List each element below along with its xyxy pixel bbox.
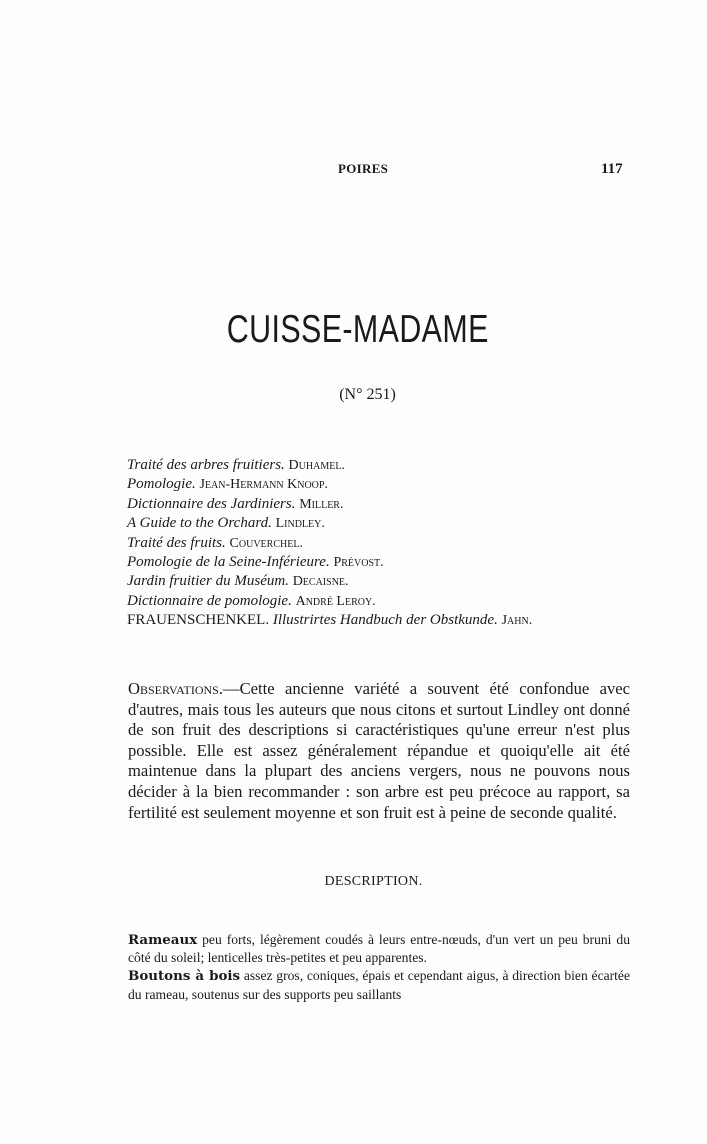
description-text: peu forts, légèrement coudés à leurs entre-nœuds, d'un vert un peu bruni du côté du soleil; lenticelles très-petites et peu apparentes. (128, 932, 630, 966)
reference-item (127, 534, 647, 553)
variety-title: CUISSE-MADAME (226, 308, 489, 352)
reference-work: Pomologie. (127, 476, 196, 493)
observations-text: —Cette ancienne variété a souvent été confondue avec d'autres, mais tous les auteurs que nous citons et surtout Lindley ont donné de son fruit des descriptions si caractéristiques qu'une erreur n'est plus possible. Elle est assez généralement répandue et quoiqu'elle ait été maintenue dans la plupart des anciens vergers, nous ne pouvons nous décider à la bien recommander : son arbre est peu précoce au rapport, sa fertilité est seulement moyenne et son fruit est à peine de seconde qualité. (128, 679, 630, 822)
reference-author: Duhamel. (288, 458, 345, 473)
reference-work: Traité des fruits. (127, 534, 226, 551)
bibliography-list (127, 456, 647, 631)
reference-author: Prévost. (333, 555, 384, 571)
reference-author: André Leroy. (295, 593, 376, 609)
reference-item (127, 456, 647, 475)
description-term: Boutons à bois (128, 968, 241, 985)
description-entry (128, 931, 630, 967)
reference-author: Jahn. (501, 613, 533, 629)
reference-work: Illustrirtes Handbuch der Obstkunde. (272, 612, 498, 629)
running-title: POIRES (338, 161, 389, 176)
running-head (0, 161, 707, 181)
reference-item (127, 592, 647, 611)
observations-label: Observations. (128, 679, 223, 698)
description-heading: DESCRIPTION. (324, 874, 423, 889)
reference-work: Traité des arbres fruitiers. (127, 457, 285, 473)
reference-item (127, 495, 647, 514)
reference-work: Dictionnaire des Jardiniers. (127, 495, 296, 512)
description-term: Rameaux (128, 932, 198, 948)
reference-author: Miller. (299, 496, 344, 512)
reference-work: Pomologie de la Seine-Inférieure. (127, 554, 330, 571)
page-number: 117 (601, 161, 623, 177)
reference-author: Decaisne. (292, 574, 349, 590)
reference-item (127, 553, 647, 572)
reference-prefix: FRAUENSCHENKEL. (127, 612, 270, 629)
reference-item (127, 572, 647, 591)
description-body (128, 931, 630, 1004)
reference-item (127, 514, 647, 533)
observations-paragraph (128, 679, 630, 823)
reference-author: Couverchel. (229, 535, 303, 551)
reference-work: Dictionnaire de pomologie. (127, 592, 292, 609)
reference-author: Jean-Hermann Knoop. (199, 477, 328, 493)
reference-work: A Guide to the Orchard. (127, 515, 272, 532)
variety-number: (N° 251) (339, 386, 396, 403)
description-text: assez gros, coniques, épais et cependant aigus, à direction bien écartée du rameau, soutenus sur des supports peu saillants (128, 968, 631, 1002)
reference-author: Lindley. (275, 516, 325, 532)
description-entry (128, 967, 630, 1003)
reference-item (127, 475, 647, 494)
reference-item (127, 611, 647, 630)
reference-work: Jardin fruitier du Muséum. (127, 573, 289, 590)
